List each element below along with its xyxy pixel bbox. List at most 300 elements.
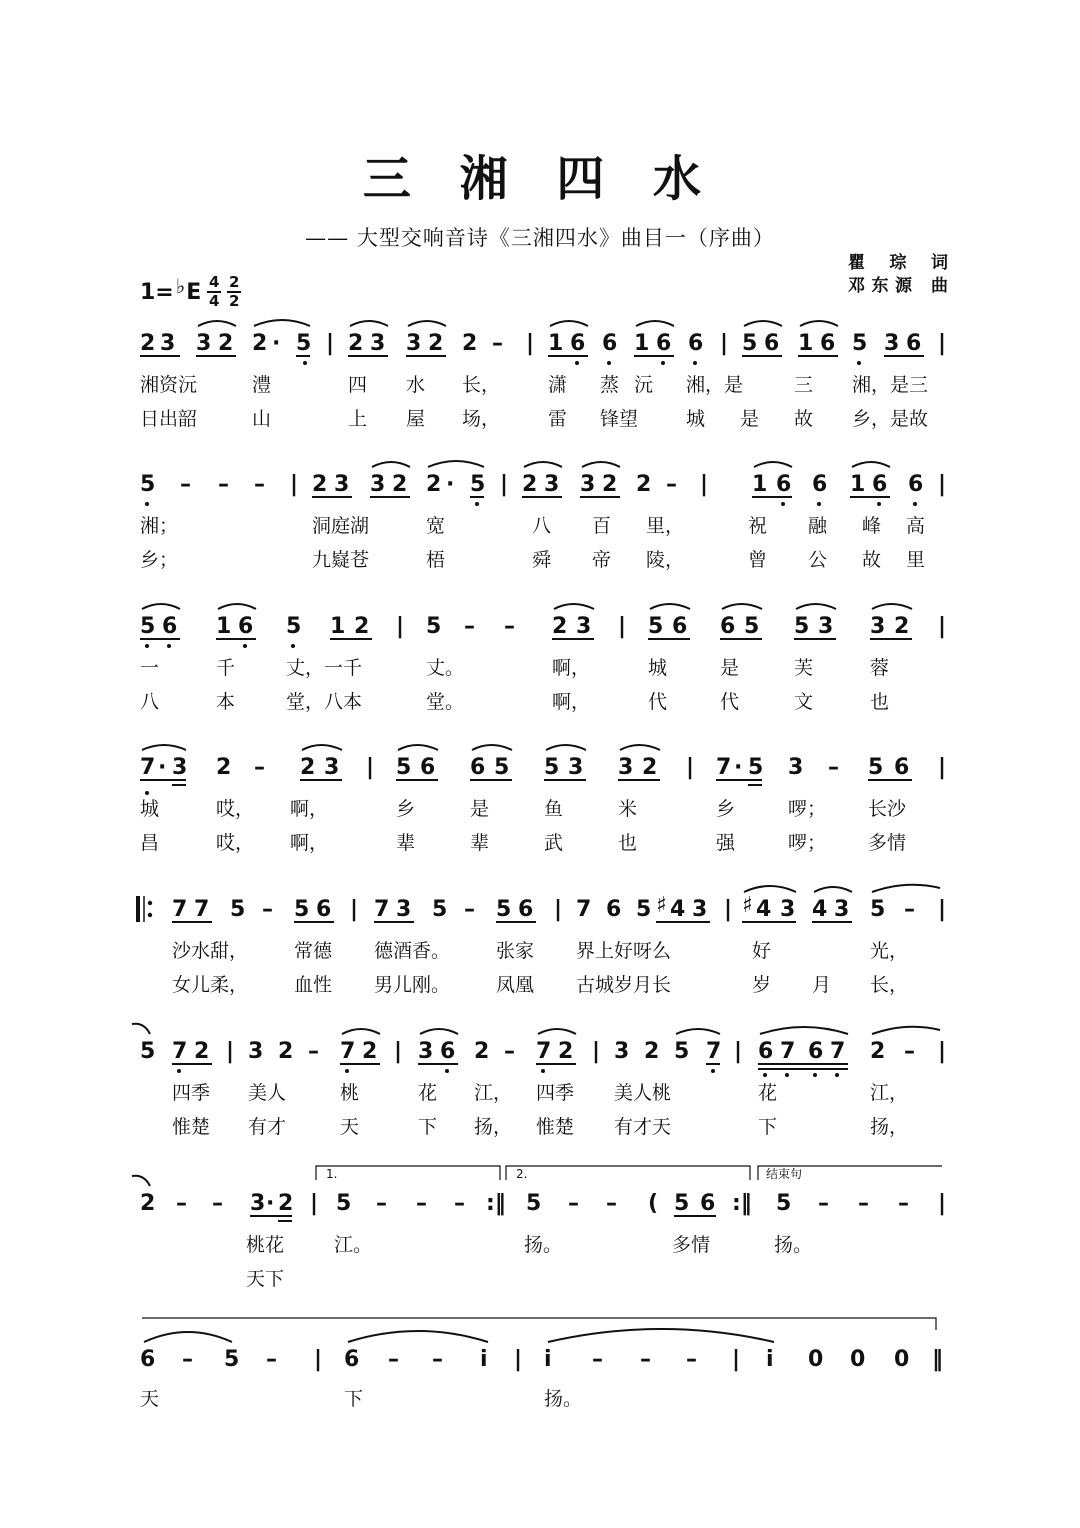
score-line-2	[140, 463, 950, 573]
lyric: 城	[140, 798, 160, 820]
dash: –	[568, 1191, 579, 1216]
lyric: 乡	[716, 798, 736, 820]
lyric: 啰；	[788, 798, 827, 820]
note: 3	[396, 897, 412, 922]
note: 2	[362, 1039, 378, 1064]
note: 3	[580, 472, 596, 497]
lyric: 长，	[462, 374, 501, 396]
dot: ·	[272, 331, 281, 356]
dash: –	[504, 1039, 515, 1064]
dash: –	[828, 755, 839, 780]
note: 5	[674, 1191, 690, 1216]
barline: |	[724, 897, 733, 922]
score-line-5	[140, 888, 950, 998]
note: 3	[544, 472, 560, 497]
dot: ·	[158, 755, 167, 780]
note: 6	[776, 472, 792, 497]
lyric: 陵，	[646, 549, 685, 571]
note: 6	[764, 331, 780, 356]
barline: |	[734, 1039, 743, 1064]
note: 5	[294, 897, 310, 922]
note: 6	[688, 331, 704, 356]
lyric: 梧	[426, 549, 446, 571]
lyric: 乡	[396, 798, 416, 820]
dash: –	[376, 1191, 387, 1216]
note: 3	[614, 1039, 630, 1064]
lyric: 九嶷苍	[312, 549, 370, 571]
barline: |	[592, 1039, 601, 1064]
note: 5	[230, 897, 246, 922]
lyric: 哎，	[216, 798, 255, 820]
dash: –	[818, 1191, 829, 1216]
barline: |	[396, 614, 405, 639]
note: 2	[140, 1191, 156, 1216]
note: 5	[140, 472, 156, 497]
note: 6	[570, 331, 586, 356]
note: 2	[300, 755, 316, 780]
lyric: 啊，	[552, 657, 591, 679]
note: 5	[496, 897, 512, 922]
lyricist-credit: 瞿 琮 词	[848, 253, 948, 273]
lyric: 公	[808, 549, 828, 571]
lyric: 天	[140, 1388, 160, 1410]
score-line-7	[140, 1167, 950, 1292]
note: 5	[526, 1191, 542, 1216]
note: 5	[744, 614, 760, 639]
lyric: 男儿刚。	[374, 974, 451, 996]
note: 7	[172, 897, 188, 922]
dash: –	[266, 1347, 277, 1372]
parenthesis: (	[648, 1191, 659, 1216]
note: 2	[194, 1039, 210, 1064]
dash: –	[464, 897, 475, 922]
note: 2	[522, 472, 538, 497]
note: 3	[618, 755, 634, 780]
lyric: 山	[252, 408, 272, 430]
lyric: 古城岁月长	[576, 974, 672, 996]
dash: –	[432, 1347, 443, 1372]
note: 2	[602, 472, 618, 497]
lyric: 洞庭湖	[312, 515, 370, 537]
lyric: 花	[418, 1082, 438, 1104]
lyric: 扬，	[870, 1116, 909, 1138]
lyric: 桃花	[246, 1234, 285, 1256]
score-line-3	[140, 605, 950, 715]
lyric: 城	[648, 657, 668, 679]
lyric: 花	[758, 1082, 778, 1104]
note: 6	[700, 1191, 716, 1216]
note: 6	[470, 755, 486, 780]
note: 2	[636, 472, 652, 497]
dash: –	[606, 1191, 617, 1216]
lyric: 一	[140, 657, 160, 679]
lyric: 扬。	[544, 1388, 583, 1410]
note: 6	[606, 897, 622, 922]
note: 2	[278, 1191, 294, 1216]
lyric: 也	[618, 832, 638, 854]
lyric: 扬。	[774, 1234, 813, 1256]
barline: |	[326, 331, 335, 356]
dash: –	[416, 1191, 427, 1216]
lyric: 本	[216, 691, 236, 713]
lyric: 也	[870, 691, 890, 713]
note: 1	[752, 472, 768, 497]
lyric: 美人	[248, 1082, 287, 1104]
barline: |	[618, 614, 627, 639]
barline: |	[938, 331, 947, 356]
lyric: 宽	[426, 515, 446, 537]
lyric: 乡，是故	[852, 408, 929, 430]
lyric: 雷	[548, 408, 568, 430]
note: 1	[330, 614, 346, 639]
lyric: 啰；	[788, 832, 827, 854]
lyric: 四	[348, 374, 368, 396]
lyric: 下	[758, 1116, 778, 1138]
lyric: 美人桃	[614, 1082, 672, 1104]
note: 3	[788, 755, 804, 780]
note: 3	[370, 331, 386, 356]
dash: –	[308, 1039, 319, 1064]
note: 6	[906, 331, 922, 356]
dash: –	[492, 331, 503, 356]
lyric: 城	[686, 408, 706, 430]
note: 5	[674, 1039, 690, 1064]
dash: –	[254, 755, 265, 780]
note: 2	[426, 472, 442, 497]
lyric: 代	[720, 691, 740, 713]
dot: ·	[446, 472, 455, 497]
lyric: 代	[648, 691, 668, 713]
note: i	[544, 1347, 552, 1372]
note: 7	[340, 1039, 356, 1064]
note: 5	[544, 755, 560, 780]
key-prefix: 1=	[140, 279, 174, 305]
final-barline: ‖	[932, 1347, 943, 1372]
lyric: 多情	[868, 832, 907, 854]
lyric: 丈。	[426, 657, 465, 679]
lyric: 千	[216, 657, 236, 679]
lyric: 帝	[592, 549, 612, 571]
dot: ·	[266, 1191, 275, 1216]
note: 5	[852, 331, 868, 356]
note: 5	[868, 755, 884, 780]
time-signature-four-four: $\frac{4}{4}$	[209, 273, 220, 310]
flat-icon: ♭	[175, 274, 186, 298]
note: 5	[296, 331, 312, 356]
note: 6	[140, 1347, 156, 1372]
dash: –	[464, 614, 475, 639]
note: 7	[830, 1039, 846, 1064]
lyric: 祝	[748, 515, 768, 537]
dot: ·	[734, 755, 743, 780]
note: 5	[494, 755, 510, 780]
note: 2	[558, 1039, 574, 1064]
ending-label: 结束句	[766, 1167, 803, 1181]
subtitle: —— 大型交响音诗《三湘四水》曲目一（序曲）	[305, 226, 775, 250]
barline: |	[310, 1191, 319, 1216]
note: 7	[716, 755, 732, 780]
score-line-4	[140, 746, 950, 856]
lyric: 澧	[252, 374, 272, 396]
lyric: 是	[740, 408, 760, 430]
note: 2	[552, 614, 568, 639]
lyric: 强	[716, 832, 736, 854]
score-line-6	[140, 1030, 950, 1140]
note: 6	[672, 614, 688, 639]
note: 6	[908, 472, 924, 497]
note: 6	[812, 472, 828, 497]
lyric: 水	[406, 374, 426, 396]
barline: |	[700, 472, 709, 497]
note: 1	[216, 614, 232, 639]
lyric: 文	[794, 691, 814, 713]
lyric: 啊，	[290, 798, 329, 820]
dash: –	[176, 1191, 187, 1216]
note: 2	[894, 614, 910, 639]
dash: –	[898, 1191, 909, 1216]
barline: |	[732, 1347, 741, 1372]
lyric: 湘，是三	[852, 374, 929, 396]
note: 2	[140, 331, 156, 356]
lyric: 湘，是	[686, 374, 744, 396]
note: 6	[656, 331, 672, 356]
lyric: 沙水甜，	[172, 940, 249, 962]
repeat-start-sign	[136, 896, 152, 922]
lyric: 长，	[870, 974, 909, 996]
lyric: 高	[906, 515, 926, 537]
note: 0	[894, 1347, 910, 1372]
note: 3	[780, 897, 796, 922]
lyric: 里	[906, 549, 926, 571]
note: 0	[850, 1347, 866, 1372]
dash: –	[858, 1191, 869, 1216]
lyric: 乡；	[140, 549, 179, 571]
note: 6	[518, 897, 534, 922]
note: 3	[870, 614, 886, 639]
dash: –	[218, 472, 229, 497]
note: 3	[568, 755, 584, 780]
barline: |	[938, 472, 947, 497]
note: 6	[808, 1039, 824, 1064]
repeat-end-sign: :‖	[732, 1191, 752, 1216]
note: 3	[692, 897, 708, 922]
barline: |	[394, 1039, 403, 1064]
note: 5	[648, 614, 664, 639]
lyric: 上	[348, 408, 368, 430]
volta-1-label: 1.	[326, 1167, 338, 1181]
note: 5	[742, 331, 758, 356]
note: 2	[642, 755, 658, 780]
lyric: 岁	[752, 974, 772, 996]
lyric: 昌	[140, 832, 160, 854]
lyric: 米	[618, 798, 638, 820]
lyric: 峰	[862, 515, 882, 537]
dash: –	[904, 897, 915, 922]
note: 2	[278, 1039, 294, 1064]
note: 4	[812, 897, 828, 922]
dash: –	[504, 614, 515, 639]
dash: –	[388, 1347, 399, 1372]
note: 5	[870, 897, 886, 922]
lyric: 里，	[646, 515, 685, 537]
key-note: E	[186, 279, 202, 305]
barline: |	[290, 472, 299, 497]
lyric: 鱼	[544, 798, 564, 820]
lyric: 曾	[748, 549, 768, 571]
lyric: 蓉	[870, 657, 890, 679]
note: 5	[776, 1191, 792, 1216]
note: 1	[548, 331, 564, 356]
dash: –	[254, 472, 265, 497]
barline: |	[938, 614, 947, 639]
barline: |	[938, 897, 947, 922]
note: 5	[286, 614, 302, 639]
lyric: 舜	[532, 549, 552, 571]
composer-credit: 邓东源 曲	[848, 276, 948, 296]
note: 6	[758, 1039, 774, 1064]
lyric: 三	[794, 374, 814, 396]
note: 3	[160, 331, 176, 356]
lyric: 天下	[246, 1268, 285, 1290]
barline: |	[226, 1039, 235, 1064]
note: 6	[420, 755, 436, 780]
lyric: 扬，	[474, 1116, 513, 1138]
dash: –	[180, 472, 191, 497]
lyric: 界上好呀么	[576, 940, 672, 962]
score-line-8	[140, 1338, 950, 1448]
note: 7	[576, 897, 592, 922]
lyric: 江，	[870, 1082, 909, 1104]
lyric: 湘资沅	[140, 374, 198, 396]
note: 3	[418, 1039, 434, 1064]
lyric: 下	[344, 1388, 364, 1410]
note: 2	[218, 331, 234, 356]
note: 7	[706, 1039, 722, 1064]
lyric: 辈	[396, 832, 416, 854]
sharp-icon: ♯	[742, 893, 753, 918]
note: 5	[224, 1347, 240, 1372]
note: 3	[834, 897, 850, 922]
lyric: 辈	[470, 832, 490, 854]
dash: –	[212, 1191, 223, 1216]
note: 7	[374, 897, 390, 922]
note: 7	[194, 897, 210, 922]
lyric: 日出韶	[140, 408, 198, 430]
dash: –	[592, 1347, 603, 1372]
score-line-1	[140, 322, 950, 432]
note: 2	[216, 755, 232, 780]
time-signature-two-four: $\frac{2}{2}$	[229, 273, 240, 310]
lyric: 天	[340, 1116, 360, 1138]
barline: |	[938, 1191, 947, 1216]
lyric: 有才天	[614, 1116, 672, 1138]
lyric: 故	[862, 549, 882, 571]
lyric: 八	[532, 515, 552, 537]
note: 5	[470, 472, 486, 497]
note: 5	[396, 755, 412, 780]
dash: –	[262, 897, 273, 922]
lyric: 桃	[340, 1082, 360, 1104]
note: 1	[634, 331, 650, 356]
barline: |	[500, 472, 509, 497]
note: 3	[324, 755, 340, 780]
dash: –	[182, 1347, 193, 1372]
note: 6	[162, 614, 178, 639]
lyric: 啊，	[552, 691, 591, 713]
note: 1	[798, 331, 814, 356]
note: 5	[140, 1039, 156, 1064]
note: 3	[576, 614, 592, 639]
note: 2	[644, 1039, 660, 1064]
lyric: 是	[470, 798, 490, 820]
lyric: 月	[812, 974, 832, 996]
dash: –	[640, 1347, 651, 1372]
dash: –	[904, 1039, 915, 1064]
note: 2	[428, 331, 444, 356]
note: 3	[248, 1039, 264, 1064]
note: 2	[870, 1039, 886, 1064]
note: 6	[238, 614, 254, 639]
note: 4	[756, 897, 772, 922]
lyric: 德酒香。	[374, 940, 451, 962]
note: 2	[348, 331, 364, 356]
lyric: 丈，一千	[286, 657, 363, 679]
lyric: 蒸	[600, 374, 620, 396]
note: 5	[432, 897, 448, 922]
lyric: 场，	[462, 408, 501, 430]
note: 5	[748, 755, 764, 780]
note: 7	[780, 1039, 796, 1064]
note: 2	[474, 1039, 490, 1064]
barline: |	[938, 1039, 947, 1064]
note: 6	[316, 897, 332, 922]
barline: |	[314, 1347, 323, 1372]
credits	[848, 252, 948, 298]
sharp-icon: ♯	[656, 893, 667, 918]
lyric: 好	[752, 940, 772, 962]
dash: –	[686, 1347, 697, 1372]
barline: |	[350, 897, 359, 922]
note: 7	[536, 1039, 552, 1064]
note: 3	[370, 472, 386, 497]
note: 3	[196, 331, 212, 356]
lyric: 沅	[634, 374, 654, 396]
lyric: 潇	[548, 374, 568, 396]
lyric: 故	[794, 408, 814, 430]
barline: |	[686, 755, 695, 780]
barline: |	[514, 1347, 523, 1372]
dash: –	[454, 1191, 465, 1216]
note: 6	[440, 1039, 456, 1064]
lyric: 长沙	[868, 798, 907, 820]
lyric: 张家	[496, 940, 535, 962]
dash: –	[666, 472, 677, 497]
lyric: 堂。	[426, 691, 465, 713]
lyric: 血性	[294, 974, 333, 996]
note: 2	[252, 331, 268, 356]
lyric: 惟楚	[536, 1116, 575, 1138]
lyric: 芙	[794, 657, 814, 679]
lyric: 四季	[172, 1082, 211, 1104]
note: 2	[354, 614, 370, 639]
lyric: 多情	[672, 1234, 711, 1256]
note: 2	[462, 331, 478, 356]
barline: |	[554, 897, 563, 922]
note: 3	[172, 755, 188, 780]
note: 3	[250, 1191, 266, 1216]
barline: |	[938, 755, 947, 780]
note: 5	[426, 614, 442, 639]
